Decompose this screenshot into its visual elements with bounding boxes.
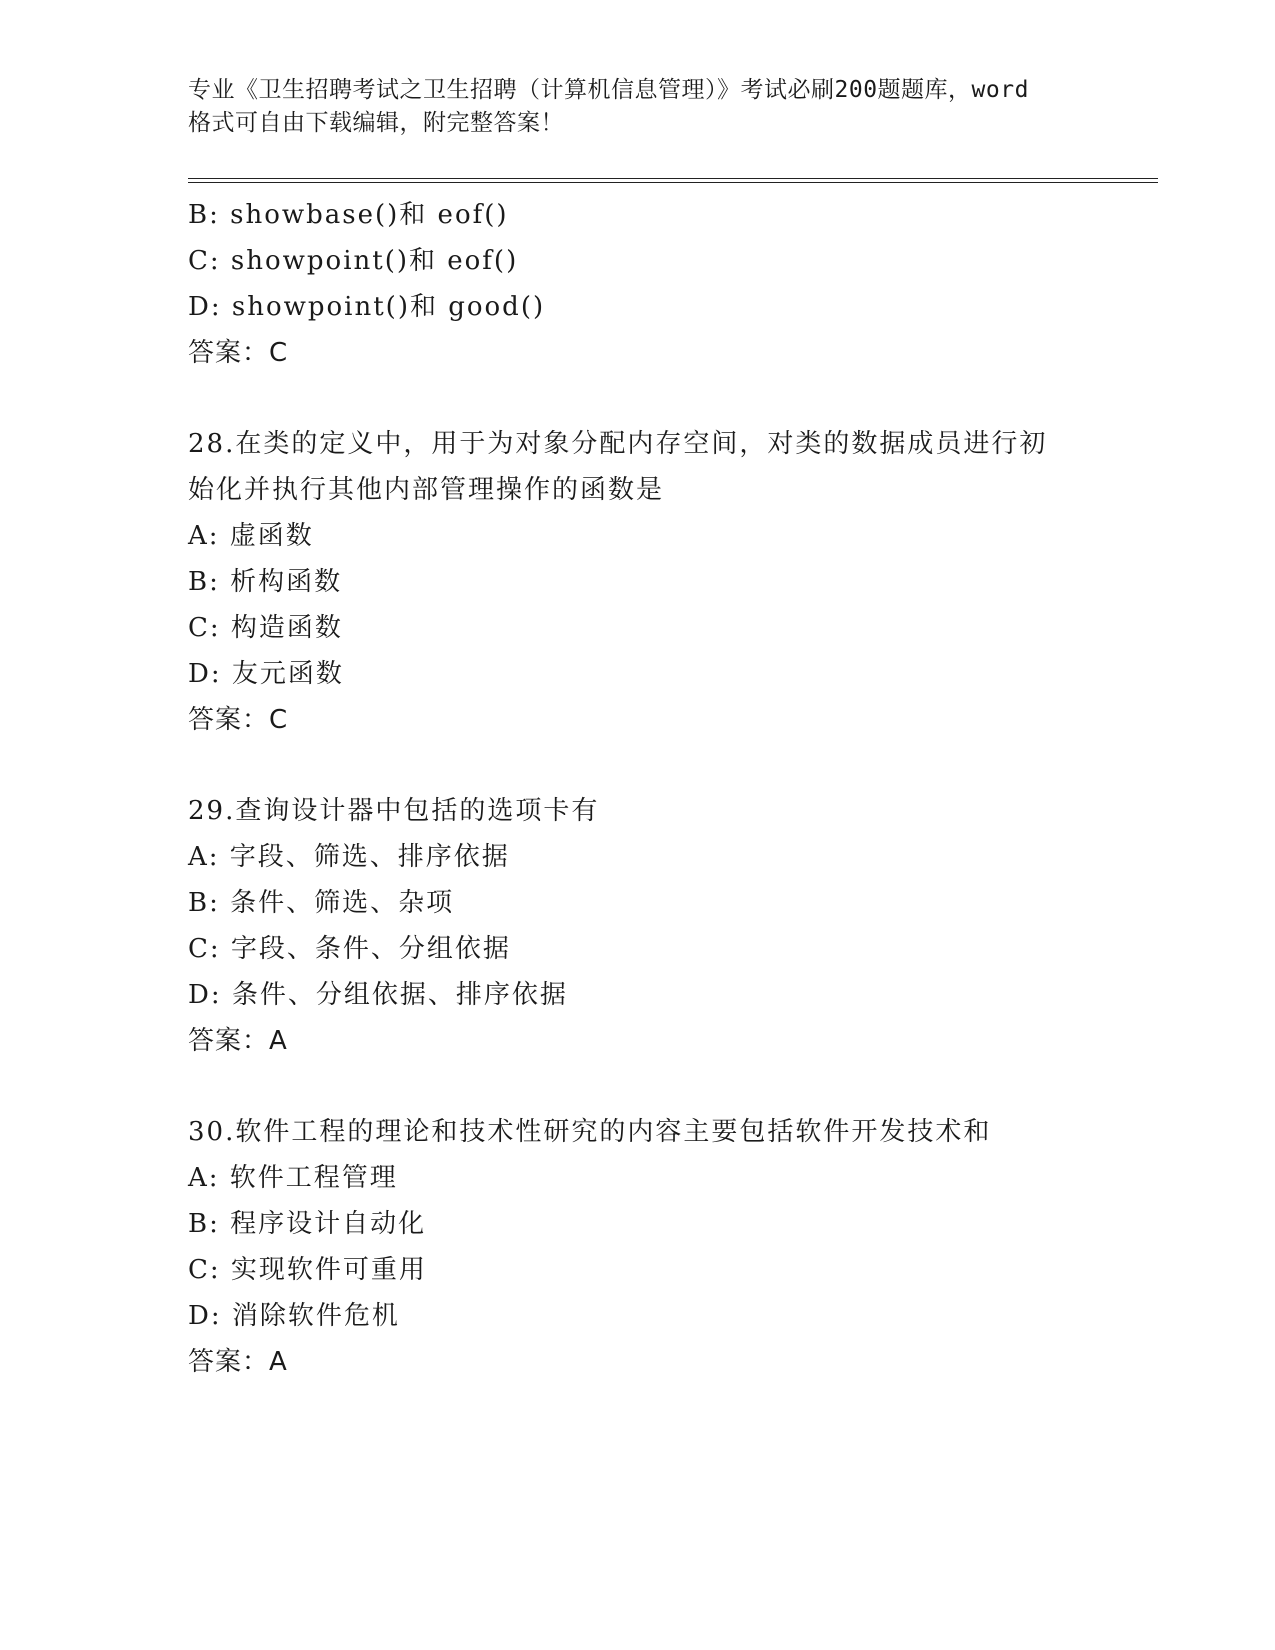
- option-a: A: 字段、筛选、排序依据: [188, 842, 510, 872]
- answer: 答案：C: [188, 338, 289, 368]
- answer: 答案：A: [188, 1026, 288, 1056]
- header-divider-top: [188, 178, 1158, 179]
- question-list: [188, 192, 1138, 1385]
- question-block-27: [188, 192, 1138, 376]
- question-stem-line-1: 30.软件工程的理论和技术性研究的内容主要包括软件开发技术和: [188, 1117, 992, 1147]
- option-d: D: 条件、分组依据、排序依据: [188, 980, 568, 1010]
- question-stem-line-1: 28.在类的定义中，用于为对象分配内存空间，对类的数据成员进行初: [188, 429, 1048, 459]
- option-d: D: 消除软件危机: [188, 1301, 400, 1331]
- question-stem-line-1: 29.查询设计器中包括的选项卡有: [188, 796, 600, 826]
- option-b: B: 析构函数: [188, 567, 343, 597]
- header-line-1: 专业《卫生招聘考试之卫生招聘（计算机信息管理）》考试必刷200题题库，word: [188, 77, 1029, 103]
- option-d: D: showpoint()和 good(): [188, 292, 546, 322]
- document-header: [188, 74, 1088, 140]
- answer: 答案：A: [188, 1347, 288, 1377]
- option-b: B: showbase()和 eof(): [188, 200, 509, 230]
- header-line-2: 格式可自由下载编辑，附完整答案！: [188, 110, 564, 136]
- option-b: B: 条件、筛选、杂项: [188, 888, 455, 918]
- answer: 答案：C: [188, 705, 289, 735]
- question-block-30: [188, 1109, 1138, 1385]
- option-c: C: 构造函数: [188, 613, 343, 643]
- option-b: B: 程序设计自动化: [188, 1209, 427, 1239]
- question-stem-line-2: 始化并执行其他内部管理操作的函数是: [188, 475, 665, 505]
- question-block-28: [188, 421, 1138, 743]
- header-divider-bottom: [188, 182, 1158, 183]
- question-block-29: [188, 788, 1138, 1064]
- option-a: A: 软件工程管理: [188, 1163, 398, 1193]
- option-c: C: 实现软件可重用: [188, 1255, 427, 1285]
- option-c: C: showpoint()和 eof(): [188, 246, 519, 276]
- option-a: A: 虚函数: [188, 521, 314, 551]
- option-c: C: 字段、条件、分组依据: [188, 934, 511, 964]
- option-d: D: 友元函数: [188, 659, 344, 689]
